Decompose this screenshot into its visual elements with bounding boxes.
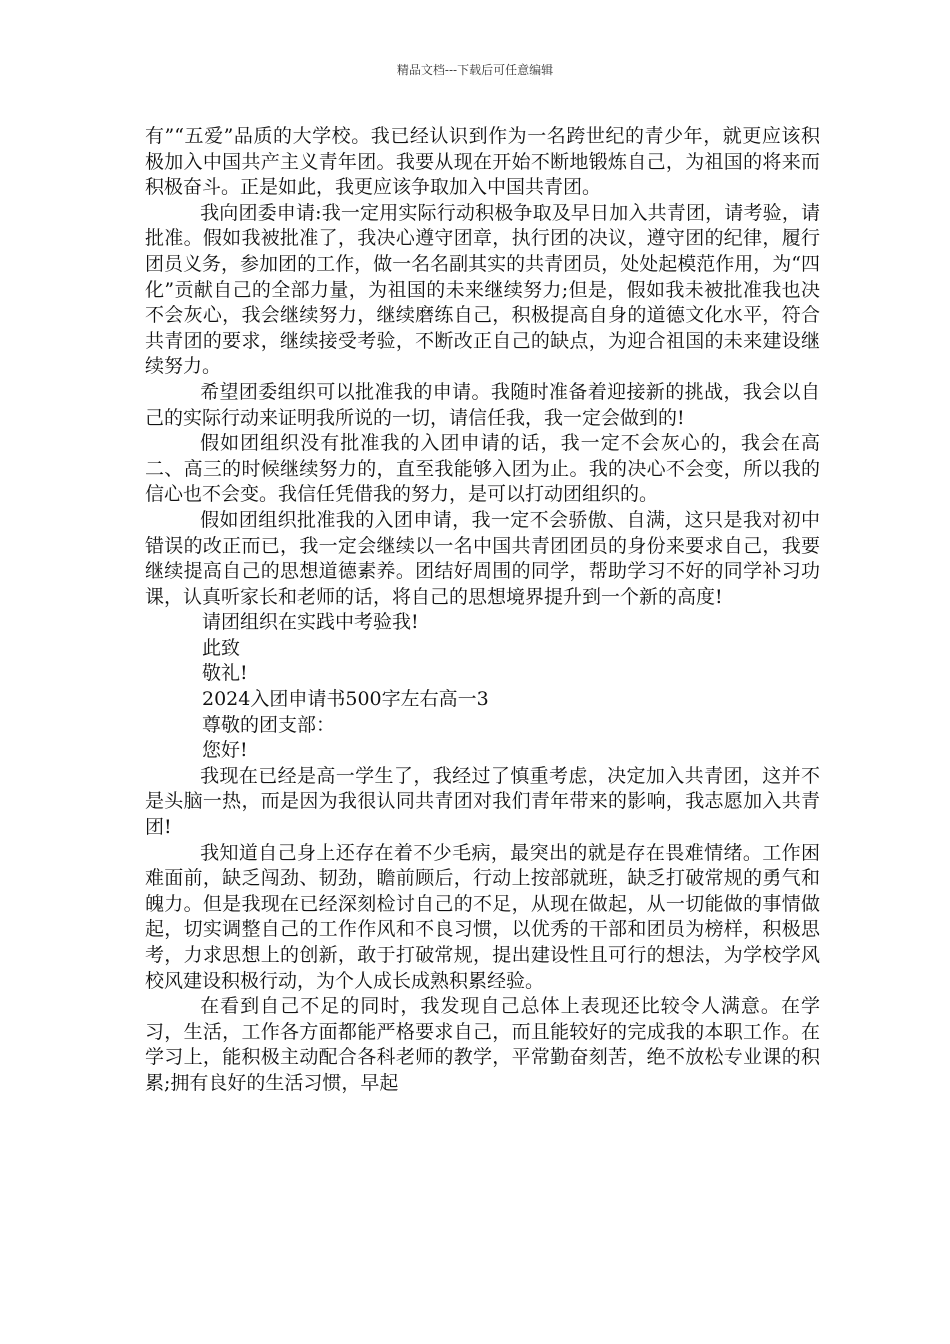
section-title: 2024入团申请书500字左右高一3 — [202, 688, 489, 711]
paragraph: 假如团组织没有批准我的入团申请的话，我一定不会灰心的，我会在高二、高三的时候继续努力的，直至我能够入团为止。我的决心不会变，所以我的信心也不会变。我信任凭借我的努力，是可以打动团组织的。 — [145, 432, 820, 506]
paragraph: 我向团委申请:我一定用实际行动积极争取及早日加入共青团，请考验，请批准。假如我被批准了，我决心遵守团章，执行团的决议，遵守团的纪律，履行团员义务，参加团的工作，做一名名副其实的共青团员，处处起模范作用，为“四化”贡献自己的全部力量，为祖国的未来继续努力;但是，假如我未被批准我也决不会灰心，我会继续努力，继续磨练自己，积极提高自身的道德文化水平，符合共青团的要求，继续接受考验，不断改正自己的缺点，为迎合祖国的未来建设继续努力。 — [145, 201, 820, 378]
letter-greeting: 您好! — [202, 739, 248, 762]
letter-addressee: 尊敬的团支部： — [202, 713, 336, 736]
paragraph: 希望团委组织可以批准我的申请。我随时准备着迎接新的挑战，我会以自己的实际行动来证明我所说的一切，请信任我，我一定会做到的! — [145, 380, 820, 429]
paragraph: 我现在已经是高一学生了，我经过了慎重考虑，决定加入共青团，这并不是头脑一热，而是因为我很认同共青团对我们青年带来的影响，我志愿加入共青团! — [145, 764, 820, 839]
document-body — [145, 124, 820, 1097]
paragraph: 假如团组织批准我的入团申请，我一定不会骄傲、自满，这只是我对初中错误的改正而已，我一定会继续以一名中国共青团团员的身份来要求自己，我要继续提高自己的思想道德素养。团结好周围的同学，帮助学习不好的同学补习功课，认真听家长和老师的话，将自己的思想境界提升到一个新的高度! — [145, 508, 820, 608]
closing-regards: 敬礼! — [202, 662, 248, 685]
closing-request: 请团组织在实践中考验我! — [202, 611, 419, 634]
closing-salutation: 此致 — [202, 636, 241, 659]
page-header: 精品文档---下载后可任意编辑 — [396, 63, 554, 77]
paragraph: 在看到自己不足的同时，我发现自己总体上表现还比较令人满意。在学习，生活，工作各方面都能严格要求自己，而且能较好的完成我的本职工作。在学习上，能积极主动配合各科老师的教学，平常勤奋刻苦，绝不放松专业课的积累;拥有良好的生活习惯，早起 — [145, 995, 820, 1094]
paragraph-continued: 有”“五爱”品质的大学校。我已经认识到作为一名跨世纪的青少年，就更应该积极加入中国共产主义青年团。我要从现在开始不断地锻炼自己，为祖国的将来而积极奋斗。正是如此，我更应该争取加入中国共青团。 — [145, 125, 820, 199]
paragraph: 我知道自己身上还存在着不少毛病，最突出的就是存在畏难情绪。工作困难面前，缺乏闯劲、韧劲，瞻前顾后，行动上按部就班，缺乏打破常规的勇气和魄力。但是我现在已经深刻检讨自己的不足，从现在做起，从一切能做的事情做起，切实调整自己的工作作风和不良习惯，以优秀的干部和团员为榜样，积极思考，力求思想上的创新，敢于打破常规，提出建设性且可行的想法，为学校学风校风建设积极行动，为个人成长成熟积累经验。 — [145, 841, 820, 992]
